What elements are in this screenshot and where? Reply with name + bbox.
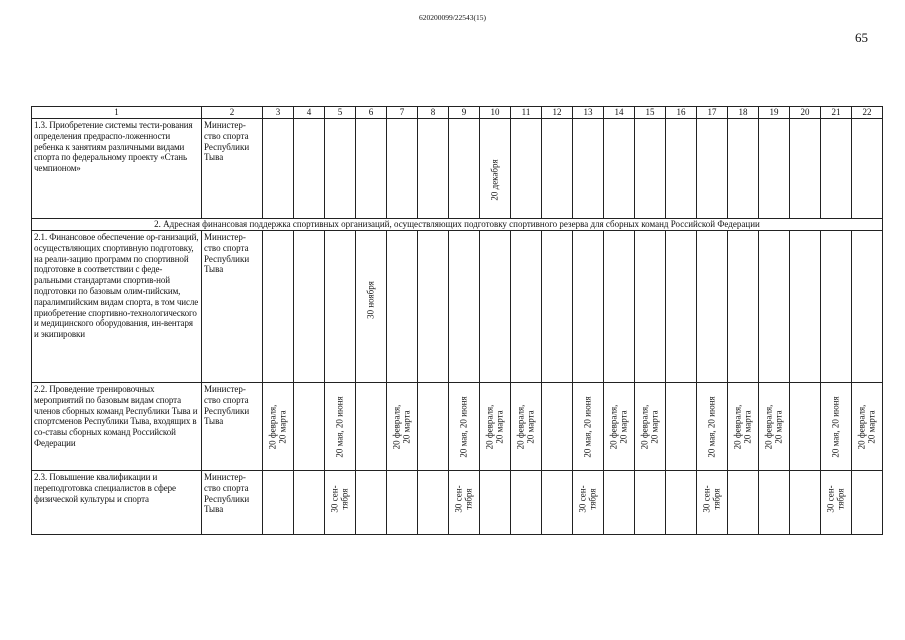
- plan-table: [31, 106, 883, 535]
- date-cell: [511, 231, 542, 383]
- date-cell: [356, 471, 387, 535]
- date-cell: [356, 383, 387, 471]
- deadline-text: [827, 485, 846, 512]
- responsible-cell: Министер-ство спорта Республики Тыва: [202, 231, 263, 383]
- date-cell: [418, 119, 449, 219]
- responsible-cell: Министер-ство спорта Республики Тыва: [202, 119, 263, 219]
- deadline-line: 20 февраля,: [639, 404, 650, 449]
- date-cell: [666, 119, 697, 219]
- deadline-text: 20 декабря: [489, 159, 500, 202]
- deadline-line: 20 февраля,: [608, 404, 619, 449]
- deadline-line: 20 февраля,: [763, 404, 774, 449]
- date-cell: [697, 231, 728, 383]
- date-cell: [573, 119, 604, 219]
- activity-cell: 2.1. Финансовое обеспечение ор-ганизаций, осуществляющих спортивную подготовку, на реали-зацию программ по спортивной подготовке в соответствии с феде-ральными стандартами спортив-ной подготовки по базовым олим-пийским, паралимпийским видам спорта, в том числе приобретение спортивно-технологического и медицинского оборудования, ин-вентаря и экипировки: [32, 231, 202, 383]
- column-number: 12: [542, 107, 573, 119]
- column-number: 19: [759, 107, 790, 119]
- date-cell: [821, 383, 852, 471]
- date-cell: [294, 471, 325, 535]
- date-cell: [759, 383, 790, 471]
- deadline-line: 30 сен-: [577, 485, 588, 513]
- date-cell: [728, 471, 759, 535]
- deadline-line: 20 марта: [618, 409, 628, 444]
- date-cell: [511, 119, 542, 219]
- deadline-line: 20 марта: [401, 409, 411, 444]
- page-number: 65: [855, 30, 868, 45]
- column-number: 16: [666, 107, 697, 119]
- date-cell: [387, 231, 418, 383]
- deadline-line: тября: [463, 488, 473, 510]
- column-number-row: [32, 107, 883, 119]
- section-row: [32, 219, 883, 231]
- date-cell: [790, 231, 821, 383]
- deadline-line: 20 марта: [773, 409, 783, 444]
- date-cell: [542, 471, 573, 535]
- activity-cell: 2.2. Проведение тренировочных мероприятий по базовым видам спорта членов сборных команд Республики Тыва и спортсменов Республики Тыва, входящих в со-ставы сборных команд Российской Федерации: [32, 383, 202, 471]
- date-cell: [666, 231, 697, 383]
- date-cell: [790, 471, 821, 535]
- deadline-text: 20 мая, 20 июня: [334, 395, 345, 458]
- date-cell: [573, 471, 604, 535]
- date-cell: [449, 383, 480, 471]
- date-cell: [418, 231, 449, 383]
- deadline-text: [269, 404, 288, 449]
- deadline-line: 20 февраля,: [856, 404, 867, 449]
- table-row: [32, 471, 883, 535]
- column-number: 7: [387, 107, 418, 119]
- date-cell: [325, 231, 356, 383]
- deadline-text: 20 мая, 20 июня: [706, 395, 717, 458]
- responsible-cell: Министер-ство спорта Республики Тыва: [202, 383, 263, 471]
- date-cell: [728, 231, 759, 383]
- date-cell: [511, 383, 542, 471]
- column-number: 9: [449, 107, 480, 119]
- date-cell: [635, 471, 666, 535]
- deadline-line: 20 февраля,: [732, 404, 743, 449]
- column-number: 11: [511, 107, 542, 119]
- column-number: 5: [325, 107, 356, 119]
- deadline-text: [610, 404, 629, 449]
- deadline-line: 20 февраля,: [267, 404, 278, 449]
- column-number: 22: [852, 107, 883, 119]
- date-cell: [852, 471, 883, 535]
- date-cell: [325, 383, 356, 471]
- column-number: 4: [294, 107, 325, 119]
- date-cell: [759, 231, 790, 383]
- deadline-text: [517, 404, 536, 449]
- deadline-line: 20 марта: [742, 409, 752, 444]
- date-cell: [449, 471, 480, 535]
- deadline-line: 20 марта: [494, 409, 504, 444]
- column-number: 20: [790, 107, 821, 119]
- deadline-line: 30 сен-: [329, 485, 340, 513]
- date-cell: [821, 119, 852, 219]
- date-cell: [573, 231, 604, 383]
- date-cell: [449, 119, 480, 219]
- column-number: 13: [573, 107, 604, 119]
- date-cell: [790, 119, 821, 219]
- date-cell: [852, 231, 883, 383]
- deadline-text: [641, 404, 660, 449]
- date-cell: [635, 231, 666, 383]
- date-cell: [635, 119, 666, 219]
- deadline-line: 20 марта: [525, 409, 535, 444]
- date-cell: [387, 119, 418, 219]
- deadline-line: 30 сен-: [453, 485, 464, 513]
- column-number: 14: [604, 107, 635, 119]
- column-number: 21: [821, 107, 852, 119]
- date-cell: [666, 383, 697, 471]
- date-cell: [356, 231, 387, 383]
- date-cell: [697, 383, 728, 471]
- deadline-text: 30 ноября: [365, 281, 376, 320]
- date-cell: [387, 383, 418, 471]
- deadline-text: 20 мая, 20 июня: [458, 395, 469, 458]
- section-heading: 2. Адресная финансовая поддержка спортивных организаций, осуществляющих подготовку спортивного резерва для сборных команд Российской Федерации: [32, 219, 883, 231]
- column-number: 10: [480, 107, 511, 119]
- deadline-line: 20 февраля,: [515, 404, 526, 449]
- date-cell: [511, 471, 542, 535]
- deadline-text: [858, 404, 877, 449]
- deadline-text: [734, 404, 753, 449]
- date-cell: [418, 471, 449, 535]
- column-number: 6: [356, 107, 387, 119]
- date-cell: [263, 231, 294, 383]
- date-cell: [480, 383, 511, 471]
- deadline-line: 20 февраля,: [484, 404, 495, 449]
- deadline-text: [579, 485, 598, 512]
- date-cell: [294, 383, 325, 471]
- deadline-text: [455, 485, 474, 512]
- date-cell: [666, 471, 697, 535]
- date-cell: [697, 119, 728, 219]
- date-cell: [294, 231, 325, 383]
- deadline-text: 20 мая, 20 июня: [830, 395, 841, 458]
- date-cell: [263, 383, 294, 471]
- date-cell: [821, 471, 852, 535]
- date-cell: [263, 119, 294, 219]
- date-cell: [604, 231, 635, 383]
- column-number: 1: [32, 107, 202, 119]
- column-number: 3: [263, 107, 294, 119]
- deadline-line: 20 марта: [277, 409, 287, 444]
- date-cell: [480, 231, 511, 383]
- date-cell: [387, 471, 418, 535]
- column-number: 17: [697, 107, 728, 119]
- column-number: 18: [728, 107, 759, 119]
- column-number: 15: [635, 107, 666, 119]
- date-cell: [449, 231, 480, 383]
- deadline-text: [486, 404, 505, 449]
- date-cell: [263, 471, 294, 535]
- date-cell: [759, 471, 790, 535]
- date-cell: [635, 383, 666, 471]
- responsible-cell: Министер-ство спорта Республики Тыва: [202, 471, 263, 535]
- deadline-line: тября: [835, 488, 845, 510]
- document-code: 620200099/22543(15): [418, 13, 487, 22]
- deadline-line: 20 марта: [866, 409, 876, 444]
- date-cell: [573, 383, 604, 471]
- deadline-line: тября: [587, 488, 597, 510]
- date-cell: [728, 119, 759, 219]
- deadline-line: 20 февраля,: [391, 404, 402, 449]
- deadline-line: 30 сен-: [701, 485, 712, 513]
- date-cell: [325, 471, 356, 535]
- date-cell: [728, 383, 759, 471]
- date-cell: [821, 231, 852, 383]
- column-number: 2: [202, 107, 263, 119]
- deadline-text: [393, 404, 412, 449]
- date-cell: [604, 119, 635, 219]
- date-cell: [604, 471, 635, 535]
- activity-cell: 1.3. Приобретение системы тести-рования определения предраспо-ложенности ребенка к занятиям различными видами спорта по федеральному проекту «Стань чемпионом»: [32, 119, 202, 219]
- date-cell: [759, 119, 790, 219]
- date-cell: [294, 119, 325, 219]
- column-number: 8: [418, 107, 449, 119]
- deadline-line: тября: [711, 488, 721, 510]
- date-cell: [542, 383, 573, 471]
- deadline-text: [765, 404, 784, 449]
- date-cell: [790, 383, 821, 471]
- date-cell: [852, 383, 883, 471]
- date-cell: [418, 383, 449, 471]
- date-cell: [542, 231, 573, 383]
- deadline-text: 20 мая, 20 июня: [582, 395, 593, 458]
- deadline-line: 20 марта: [649, 409, 659, 444]
- deadline-line: 30 сен-: [825, 485, 836, 513]
- table-row: [32, 231, 883, 383]
- table-row: [32, 383, 883, 471]
- date-cell: [356, 119, 387, 219]
- date-cell: [542, 119, 573, 219]
- activity-cell: 2.3. Повышение квалификации и переподготовка специалистов в сфере физической культуры и спорта: [32, 471, 202, 535]
- date-cell: [852, 119, 883, 219]
- deadline-text: [331, 485, 350, 512]
- table-row: [32, 119, 883, 219]
- deadline-line: тября: [339, 488, 349, 510]
- date-cell: [604, 383, 635, 471]
- date-cell: [480, 119, 511, 219]
- date-cell: [480, 471, 511, 535]
- deadline-text: [703, 485, 722, 512]
- date-cell: [697, 471, 728, 535]
- date-cell: [325, 119, 356, 219]
